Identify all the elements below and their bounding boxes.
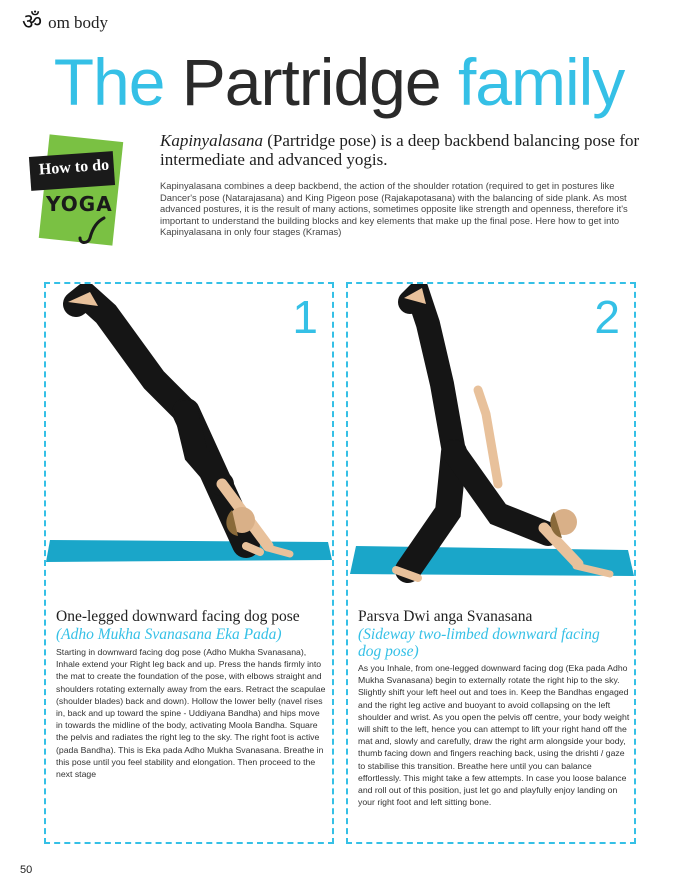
pose-photo-1 — [46, 284, 332, 596]
pose-sanskrit-name: (Adho Mukha Svanasana Eka Pada) — [56, 626, 282, 643]
pose-sanskrit-name: (Sideway two-limbed downward facing dog pose) — [358, 626, 600, 660]
badge-label: How to do — [38, 156, 110, 179]
pose-title: One-legged downward facing dog pose — [56, 608, 300, 625]
how-to-do-yoga-badge — [30, 138, 116, 248]
step-card-1 — [44, 282, 334, 844]
step-number: 2 — [594, 291, 620, 343]
swoosh-icon — [78, 216, 108, 246]
title-word-3: family — [457, 45, 625, 119]
intro-body: Kapinyalasana combines a deep backbend, the action of the shoulder rotation (required to get in postures like Dancer's pose (Natarajasana) and King Pigeon pose (Rajakapotasana) with the balancing of side plank. As most advanced postures, it is the result of many actions, sometimes opposite like strength and openness, therefore it's important to understand the building blocks and key elements that make up the final pose. Here how to get into Kapinyalasana in only four stages (Kramas) — [160, 180, 628, 238]
pose-instructions: Starting in downward facing dog pose (Adho Mukha Svanasana), Inhale extend your Right leg back and up. Press the hands firmly into the mat to create the foundation of the pose, with elbows straight and shoulders rotating externally away from the ears. Retract the scapulae (shoulder blades) back and down). Hollow the lower belly (navel rises in, back and up toward the spine - Uddiyana Bandha) and hips move in towards the midline of the body, activating Moola Bandha. Square the pelvis and radiates the right leg to the sky. The right foot is active (pada Bandha). This is Eka pada Adho Mukha Svanasana. Breathe in this pose until you feel stability and elongation. Then proceed to the next stage — [56, 647, 326, 780]
title-word-1: The — [53, 45, 165, 119]
intro-lead-text: (Partridge pose) is a deep backbend balancing pose for intermediate and advanced yogis. — [160, 131, 640, 169]
page-number: 50 — [20, 864, 33, 876]
section-name: om body — [48, 13, 109, 32]
page-title — [0, 46, 678, 119]
intro-lead-pose-name: Kapinyalasana — [160, 131, 263, 150]
pose-instructions: As you Inhale, from one-legged downward facing dog (Eka pada Adho Mukha Svanasana) begin to externally rotate the right hip to the sky. Slightly shift your left heel out and toes in. Keep the Bandhas engaged and the right leg active and buoyant to avoid collapsing on the left shoulder and wrist. As you open the pelvis off centre, your body weight will shift to the left, hence you can attempt to lift your right hand off the mat and, slowly and carefully, draw the right arm alongside your body, thumb facing down and fingers reaching back, using the drishti / gaze to stabilise this transition. Breathe here until you can balance effortlessly. This might take a few attempts. In case you loose balance and roll out of this position, just let go and playfully enjoy landing on your right foot and left sitting bone. — [358, 663, 630, 808]
title-word-2: Partridge — [181, 45, 441, 119]
pose-photo-2 — [348, 284, 634, 596]
step-number: 1 — [292, 291, 318, 343]
section-header — [22, 12, 108, 34]
badge-yoga-text: YOGA — [46, 192, 113, 216]
pose-title: Parsva Dwi anga Svanasana — [358, 608, 533, 625]
intro-lead — [160, 131, 640, 169]
om-icon: ॐ — [22, 10, 43, 35]
step-card-2 — [346, 282, 636, 844]
